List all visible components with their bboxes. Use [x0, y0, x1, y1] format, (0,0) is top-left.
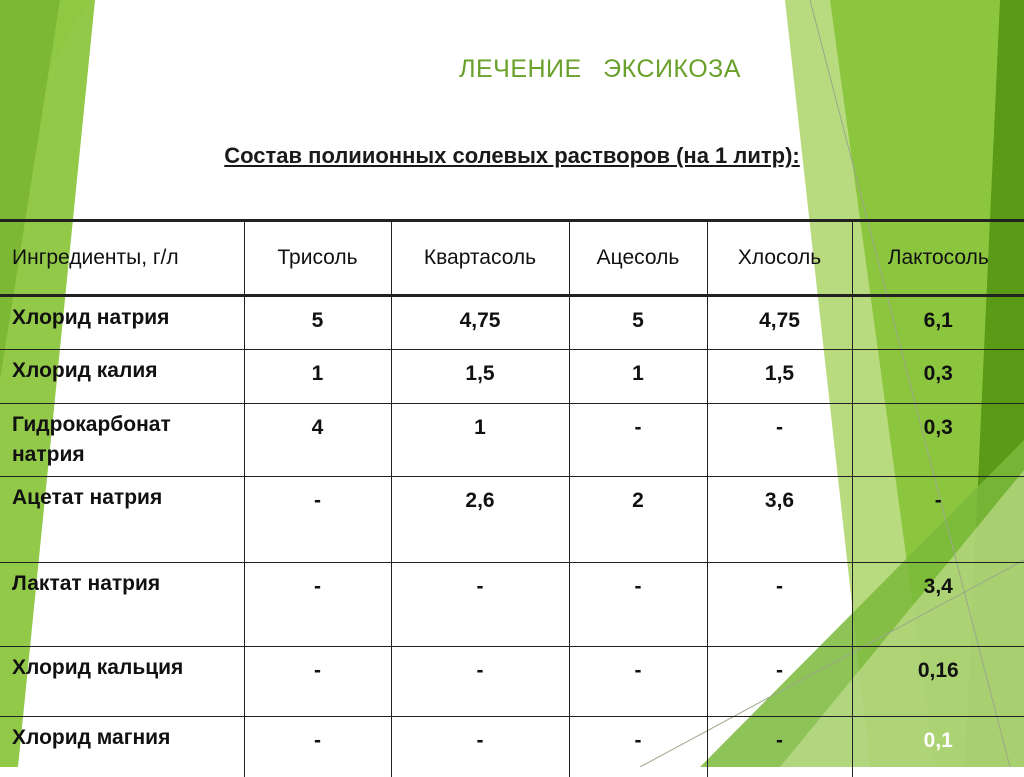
table-cell: 6,1 [852, 296, 1024, 350]
composition-table [0, 219, 1024, 777]
header-acesol: Ацесоль [569, 221, 707, 296]
table-cell: 5 [569, 296, 707, 350]
table-cell: 0,3 [852, 404, 1024, 477]
table-cell: - [244, 717, 391, 777]
table-row [0, 350, 1024, 404]
table-cell: 4,75 [391, 296, 569, 350]
table-cell: - [707, 717, 852, 777]
row-ingredient-name: Хлорид магния [12, 726, 171, 749]
table-row [0, 296, 1024, 350]
table-header-row [0, 221, 1024, 296]
header-kvartasol: Квартасоль [391, 221, 569, 296]
header-laktosol: Лактосоль [852, 221, 1024, 296]
table-cell: - [391, 563, 569, 647]
table-cell: 3,6 [707, 477, 852, 563]
table-cell: 5 [244, 296, 391, 350]
row-ingredient-name: Хлорид натрия [0, 296, 244, 350]
table-cell: 1 [569, 350, 707, 404]
table-row [0, 647, 1024, 717]
table-cell: 4,75 [707, 296, 852, 350]
table-cell: 0,3 [852, 350, 1024, 404]
table-cell: - [707, 563, 852, 647]
table-cell: - [391, 647, 569, 717]
table-cell: 3,4 [852, 563, 1024, 647]
row-ingredient-name: Лактат натрия [0, 563, 244, 647]
row-ingredient-name: Хлорид кальция [0, 647, 244, 717]
table-row [0, 477, 1024, 563]
table-cell: - [569, 404, 707, 477]
table-cell: 0,16 [852, 647, 1024, 717]
table-cell: - [244, 563, 391, 647]
table-cell: 2 [569, 477, 707, 563]
table-cell: - [852, 477, 1024, 563]
table-cell: - [569, 717, 707, 777]
table-cell: 1,5 [391, 350, 569, 404]
table-cell: 1 [391, 404, 569, 477]
table-cell: 1 [244, 350, 391, 404]
table-cell: - [569, 647, 707, 717]
table-cell: - [244, 647, 391, 717]
table-cell: 0,1 [852, 717, 1024, 777]
header-hlosol: Хлосоль [707, 221, 852, 296]
table-cell: 2,6 [391, 477, 569, 563]
table-row [0, 717, 1024, 777]
table-cell: - [707, 647, 852, 717]
row-ingredient-name: Ацетат натрия [0, 477, 244, 563]
table-cell: 1,5 [707, 350, 852, 404]
table-cell: - [707, 404, 852, 477]
table-row [0, 404, 1024, 477]
header-ingredients: Ингредиенты, г/л [0, 221, 244, 296]
table-cell: 4 [244, 404, 391, 477]
table-row [0, 563, 1024, 647]
row-ingredient-name: Хлорид калия [0, 350, 244, 404]
table-cell: - [391, 717, 569, 777]
table-cell: - [569, 563, 707, 647]
header-trisol: Трисоль [244, 221, 391, 296]
table-caption: Состав полиионных солевых растворов (на 1 литр): [224, 143, 800, 168]
row-ingredient-name: Гидрокарбонат натрия [0, 404, 244, 477]
table-cell: - [244, 477, 391, 563]
slide-title: ЛЕЧЕНИЕ ЭКСИКОЗА [459, 55, 741, 83]
